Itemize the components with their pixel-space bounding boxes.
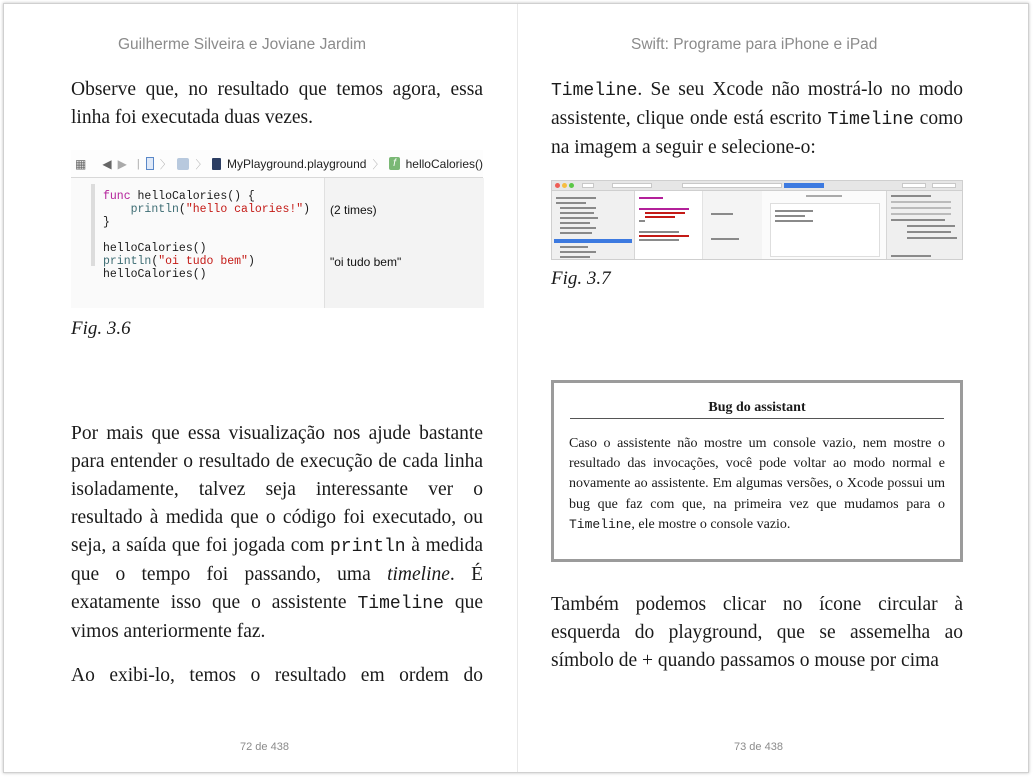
thumbnail-results <box>702 191 762 260</box>
code-line: helloCalories() <box>103 242 207 255</box>
right-page-number: 73 de 438 <box>734 741 783 753</box>
left-paragraph-1 <box>71 76 483 132</box>
left-page-number: 72 de 438 <box>240 741 289 753</box>
right-paragraph-2 <box>551 591 963 675</box>
figure-caption-3-6: Fig. 3.6 <box>71 318 131 339</box>
thumbnail-inspector <box>886 191 963 260</box>
right-paragraph-2-text: Também podemos clicar no ícone circular à esquerda do playground, que se assemelha ao símbolo de + quando passamos o mouse por cima <box>551 594 963 671</box>
left-paragraph-3-text: Ao exibi-lo, temos o resultado em ordem do <box>71 665 483 686</box>
sidebar-box-bug-do-assistant <box>551 380 963 562</box>
right-running-head: Swift: Programe para iPhone e iPad <box>631 36 878 53</box>
result-value: (2 times) <box>330 203 377 217</box>
playground-icon <box>212 158 221 170</box>
right-paragraph-1 <box>551 76 963 162</box>
jump-bar-symbol: helloCalories() <box>405 156 483 171</box>
figure-3-6-xcode <box>71 150 483 308</box>
sidebar-box-text: Caso o assistente não mostre um console vazio, nem mostre o resultado das invocações, você pode voltar ao modo normal e novamente ao assistente. Em algumas versões, o Xcode possui um bug que faz com que, na primeira vez que mudamos para o Timeline, ele mostre o console vazio. <box>569 436 945 532</box>
chevron-right-icon: 〉 <box>195 158 207 171</box>
left-running-head: Guilherme Silveira e Joviane Jardim <box>118 36 367 53</box>
left-paragraph-2 <box>71 420 483 646</box>
code-line: func helloCalories() { <box>103 190 255 203</box>
code-editor <box>71 178 483 308</box>
forward-arrow-icon: ▶ <box>117 156 127 171</box>
code-line: } <box>103 216 110 229</box>
back-arrow-icon: ◀ <box>102 156 112 171</box>
file-icon <box>146 157 154 170</box>
result-value: "oi tudo bem" <box>330 255 402 269</box>
code-line: helloCalories() <box>103 268 207 281</box>
chevron-right-icon: 〉 <box>372 158 384 171</box>
code-line: println("hello calories!") <box>130 203 311 216</box>
grid-icon: ▦ <box>75 156 87 171</box>
thumbnail-toolbar <box>552 181 962 191</box>
right-paragraph-1-text: Timeline. Se seu Xcode não mostrá-lo no modo assistente, clique onde está escrito Timeline como na imagem a seguir e selecione-o: <box>551 79 963 158</box>
sidebar-box-title: Bug do assistant <box>570 400 944 419</box>
left-paragraph-1-text: Observe que, no resultado que temos agora, essa linha foi executada duas vezes. <box>71 79 483 128</box>
thumbnail-navigator <box>552 191 635 260</box>
thumbnail-assistant <box>762 191 886 260</box>
left-paragraph-2-text: Por mais que essa visualização nos ajude bastante para entender o resultado de execução de cada linha isoladamente, talvez seja interessante ver o resultado à medida que o código foi executado, ou seja, a saída que foi jogada com println à medida que o tempo foi passando, uma timeline. É exatamente isso que o assistente Timeline que vimos anteriormente faz. <box>71 423 484 642</box>
chevron-right-icon: 〉 <box>159 158 171 171</box>
code-lines <box>103 190 310 281</box>
page-spine <box>517 4 518 772</box>
left-paragraph-3 <box>71 662 483 690</box>
figure-3-7-xcode-thumbnail <box>551 180 963 260</box>
jump-bar: ▦ ◀ ▶ | 〉 〉 MyPlayground.playground 〉 f helloCalories() <box>71 150 483 178</box>
function-icon: f <box>389 157 399 170</box>
execution-gutter <box>91 184 95 266</box>
folder-icon <box>177 158 190 170</box>
figure-caption-3-7: Fig. 3.7 <box>551 268 611 289</box>
code-line: println("oi tudo bem") <box>103 255 255 268</box>
results-sidebar <box>324 178 484 308</box>
jump-bar-file: MyPlayground.playground <box>227 156 367 171</box>
